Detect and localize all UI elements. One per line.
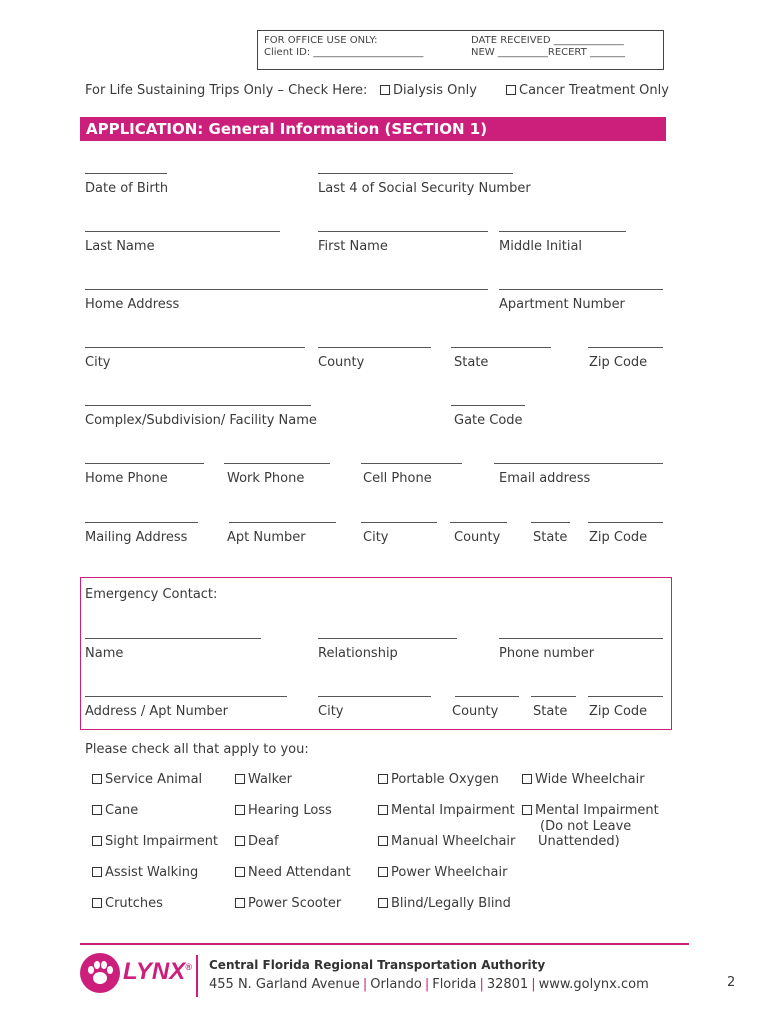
wide-wheelchair-option[interactable] bbox=[522, 772, 645, 787]
hearing-loss-option[interactable] bbox=[235, 803, 332, 818]
emergency-phone-label: Phone number bbox=[499, 646, 595, 661]
home-address-label: Home Address bbox=[85, 297, 180, 312]
org-name: Central Florida Regional Transportation Authority bbox=[209, 958, 546, 972]
dob-label: Date of Birth bbox=[85, 181, 169, 196]
emergency-zip-label: Zip Code bbox=[589, 704, 648, 719]
mental-impairment-unattended-option[interactable] bbox=[522, 803, 659, 818]
city-label: City bbox=[85, 355, 111, 370]
mailing-address-label: Mailing Address bbox=[85, 530, 188, 545]
hearing-loss-label: Hearing Loss bbox=[248, 803, 332, 818]
new-recert-field[interactable]: NEW __________RECERT _______ bbox=[471, 47, 625, 58]
power-scooter-checkbox[interactable] bbox=[235, 898, 245, 908]
sight-impairment-checkbox[interactable] bbox=[92, 836, 102, 846]
service-animal-checkbox[interactable] bbox=[92, 774, 102, 784]
state-label: State bbox=[454, 355, 489, 370]
manual-wheelchair-checkbox[interactable] bbox=[378, 836, 388, 846]
blind-checkbox[interactable] bbox=[378, 898, 388, 908]
need-attendant-checkbox[interactable] bbox=[235, 867, 245, 877]
mental-impairment-checkbox[interactable] bbox=[378, 805, 388, 815]
crutches-checkbox[interactable] bbox=[92, 898, 102, 908]
mail-apt-number-label: Apt Number bbox=[227, 530, 306, 545]
lynx-logo: LYNX® bbox=[123, 958, 192, 985]
emergency-relationship-label: Relationship bbox=[318, 646, 398, 661]
sight-impairment-label: Sight Impairment bbox=[105, 834, 219, 849]
need-attendant-option[interactable] bbox=[235, 865, 351, 880]
mental-impairment-option[interactable] bbox=[378, 803, 515, 818]
cancer-label: Cancer Treatment Only bbox=[519, 83, 669, 98]
complex-label: Complex/Subdivision/ Facility Name bbox=[85, 413, 317, 428]
mental-impairment-unattended-line3: Unattended) bbox=[538, 834, 620, 849]
wide-wheelchair-checkbox[interactable] bbox=[522, 774, 532, 784]
email-label: Email address bbox=[499, 471, 591, 486]
service-animal-label: Service Animal bbox=[105, 772, 203, 787]
website-link[interactable]: www.golynx.com bbox=[538, 977, 649, 992]
checklist-prompt: Please check all that apply to you: bbox=[85, 742, 309, 757]
office-use-box bbox=[257, 30, 664, 70]
manual-wheelchair-option[interactable] bbox=[378, 834, 515, 849]
client-id-field[interactable]: Client ID: ______________________ bbox=[264, 47, 424, 58]
walker-option[interactable] bbox=[235, 772, 292, 787]
manual-wheelchair-label: Manual Wheelchair bbox=[391, 834, 516, 849]
emergency-address-label: Address / Apt Number bbox=[85, 704, 229, 719]
portable-oxygen-label: Portable Oxygen bbox=[391, 772, 499, 787]
cancer-option[interactable] bbox=[506, 83, 669, 98]
emergency-city-label: City bbox=[318, 704, 344, 719]
power-scooter-option[interactable] bbox=[235, 896, 341, 911]
mail-city-label: City bbox=[363, 530, 389, 545]
blind-label: Blind/Legally Blind bbox=[391, 896, 511, 911]
emergency-state-label: State bbox=[533, 704, 568, 719]
first-name-label: First Name bbox=[318, 239, 388, 254]
middle-initial-label: Middle Initial bbox=[499, 239, 583, 254]
portable-oxygen-checkbox[interactable] bbox=[378, 774, 388, 784]
need-attendant-label: Need Attendant bbox=[248, 865, 351, 880]
section-header: APPLICATION: General Information (SECTION 1) bbox=[80, 117, 666, 141]
mental-impairment-unattended-checkbox[interactable] bbox=[522, 805, 532, 815]
sight-impairment-option[interactable] bbox=[92, 834, 218, 849]
emergency-contact-title: Emergency Contact: bbox=[85, 587, 218, 602]
walker-checkbox[interactable] bbox=[235, 774, 245, 784]
date-received-field[interactable]: DATE RECEIVED ______________ bbox=[471, 35, 624, 46]
apartment-number-label: Apartment Number bbox=[499, 297, 625, 312]
power-scooter-label: Power Scooter bbox=[248, 896, 342, 911]
page-number: 2 bbox=[727, 975, 736, 990]
power-wheelchair-label: Power Wheelchair bbox=[391, 865, 508, 880]
crutches-label: Crutches bbox=[105, 896, 163, 911]
service-animal-option[interactable] bbox=[92, 772, 202, 787]
mental-impairment-unattended-label: Mental Impairment bbox=[535, 803, 659, 818]
office-use-label: FOR OFFICE USE ONLY: bbox=[264, 35, 378, 46]
dialysis-option[interactable] bbox=[380, 83, 477, 98]
walker-label: Walker bbox=[248, 772, 293, 787]
cancer-checkbox[interactable] bbox=[506, 85, 516, 95]
lynx-paw-icon bbox=[80, 953, 120, 993]
assist-walking-option[interactable] bbox=[92, 865, 198, 880]
county-label: County bbox=[318, 355, 365, 370]
deaf-label: Deaf bbox=[248, 834, 279, 849]
life-sustaining-prompt: For Life Sustaining Trips Only – Check Here: bbox=[85, 83, 368, 98]
cane-checkbox[interactable] bbox=[92, 805, 102, 815]
mail-zip-label: Zip Code bbox=[589, 530, 648, 545]
mental-impairment-unattended-line2: (Do not Leave bbox=[540, 819, 632, 834]
blind-option[interactable] bbox=[378, 896, 511, 911]
footer-vertical-divider bbox=[196, 955, 198, 997]
wide-wheelchair-label: Wide Wheelchair bbox=[535, 772, 645, 787]
mail-state-label: State bbox=[533, 530, 568, 545]
mental-impairment-label: Mental Impairment bbox=[391, 803, 515, 818]
deaf-option[interactable] bbox=[235, 834, 279, 849]
org-address: 455 N. Garland Avenue | Orlando | Florida | 32801 | www.golynx.com bbox=[209, 977, 649, 992]
crutches-option[interactable] bbox=[92, 896, 163, 911]
home-phone-label: Home Phone bbox=[85, 471, 168, 486]
power-wheelchair-option[interactable] bbox=[378, 865, 507, 880]
cane-label: Cane bbox=[105, 803, 139, 818]
dialysis-checkbox[interactable] bbox=[380, 85, 390, 95]
emergency-county-label: County bbox=[452, 704, 499, 719]
emergency-name-label: Name bbox=[85, 646, 124, 661]
power-wheelchair-checkbox[interactable] bbox=[378, 867, 388, 877]
cell-phone-label: Cell Phone bbox=[363, 471, 432, 486]
footer-divider bbox=[80, 943, 689, 945]
cane-option[interactable] bbox=[92, 803, 138, 818]
gate-code-label: Gate Code bbox=[454, 413, 523, 428]
last-name-label: Last Name bbox=[85, 239, 155, 254]
mail-county-label: County bbox=[454, 530, 501, 545]
dialysis-label: Dialysis Only bbox=[393, 83, 477, 98]
assist-walking-checkbox[interactable] bbox=[92, 867, 102, 877]
portable-oxygen-option[interactable] bbox=[378, 772, 499, 787]
zip-label: Zip Code bbox=[589, 355, 648, 370]
assist-walking-label: Assist Walking bbox=[105, 865, 199, 880]
hearing-loss-checkbox[interactable] bbox=[235, 805, 245, 815]
work-phone-label: Work Phone bbox=[227, 471, 305, 486]
deaf-checkbox[interactable] bbox=[235, 836, 245, 846]
ssn-label: Last 4 of Social Security Number bbox=[318, 181, 531, 196]
